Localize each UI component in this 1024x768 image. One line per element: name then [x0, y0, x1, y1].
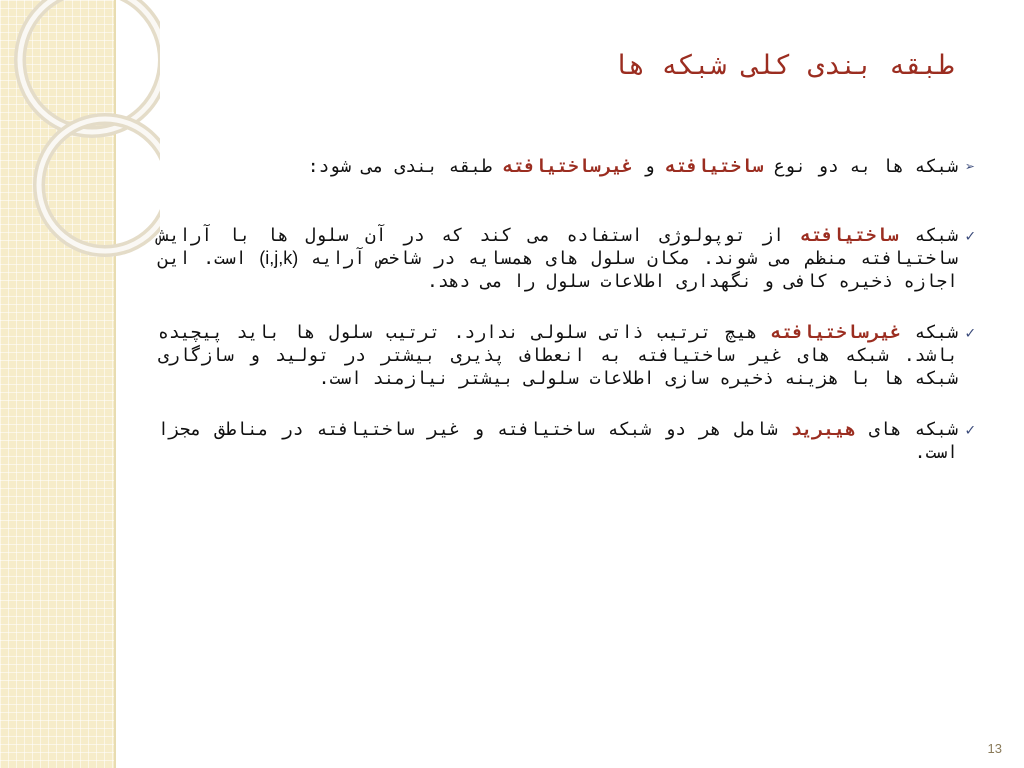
item4-text-1: شبکه های [855, 419, 958, 440]
item4-highlight: هیبرید [790, 419, 856, 440]
item1-highlight-unstructured: غیرساختیافته [502, 156, 633, 177]
decorative-rings [0, 0, 160, 300]
item1-text-2: و [632, 156, 666, 177]
check-bullet-icon: ✓ [965, 323, 978, 342]
slide-content [158, 155, 978, 464]
slide-title: طبقه بندی کلی شبکه ها [612, 50, 954, 81]
item3-text-1: شبکه [901, 322, 958, 343]
list-item-unstructured [158, 321, 978, 390]
item1-text-1: شبکه ها به دو نوع [762, 156, 958, 177]
item1-text-3: طبقه بندی می شود: [307, 156, 503, 177]
item2-text-3: است. این اجازه ذخیره کافی و نگهداری اطلاعات سلول را می دهد. [158, 248, 958, 292]
list-item-structured [158, 224, 978, 293]
check-bullet-icon: ✓ [965, 420, 978, 439]
list-item-hybrid [158, 418, 978, 464]
item2-highlight: ساختیافته [800, 225, 899, 246]
page-number: 13 [987, 741, 1002, 756]
item3-highlight: غیرساختیافته [770, 322, 902, 343]
decorative-ring-bottom-highlight [39, 119, 160, 251]
check-bullet-icon: ✓ [965, 226, 978, 245]
item1-highlight-structured: ساختیافته [665, 156, 763, 177]
item4-text-2: شامل هر دو شبکه ساختیافته و غیر ساختیافته در مناطق مجزا است. [158, 419, 958, 463]
item2-text-1: شبکه [898, 225, 958, 246]
arrow-bullet-icon: ➢ [965, 157, 978, 176]
item2-text-2: از توپولوژی استفاده می کند که در آن سلول ها با آرایش ساختیافته منظم می شوند. مکان سلول های همسایه در شاخص آرایه [158, 225, 958, 269]
item2-index-notation: (i,j,k) [259, 248, 299, 268]
decorative-ring-top-highlight [20, 0, 160, 132]
list-item-intro [158, 155, 978, 178]
item3-text-2: هیچ ترتیب ذاتی سلولی ندارد. ترتیب سلول ها باید پیچیده باشد. شبکه های غیر ساختیافته به انعطاف پذیری بیشتر در تولید و سازگاری شبکه ها با هزینه ذخیره سازی اطلاعات سلولی بیشتر نیازمند است. [158, 322, 958, 389]
